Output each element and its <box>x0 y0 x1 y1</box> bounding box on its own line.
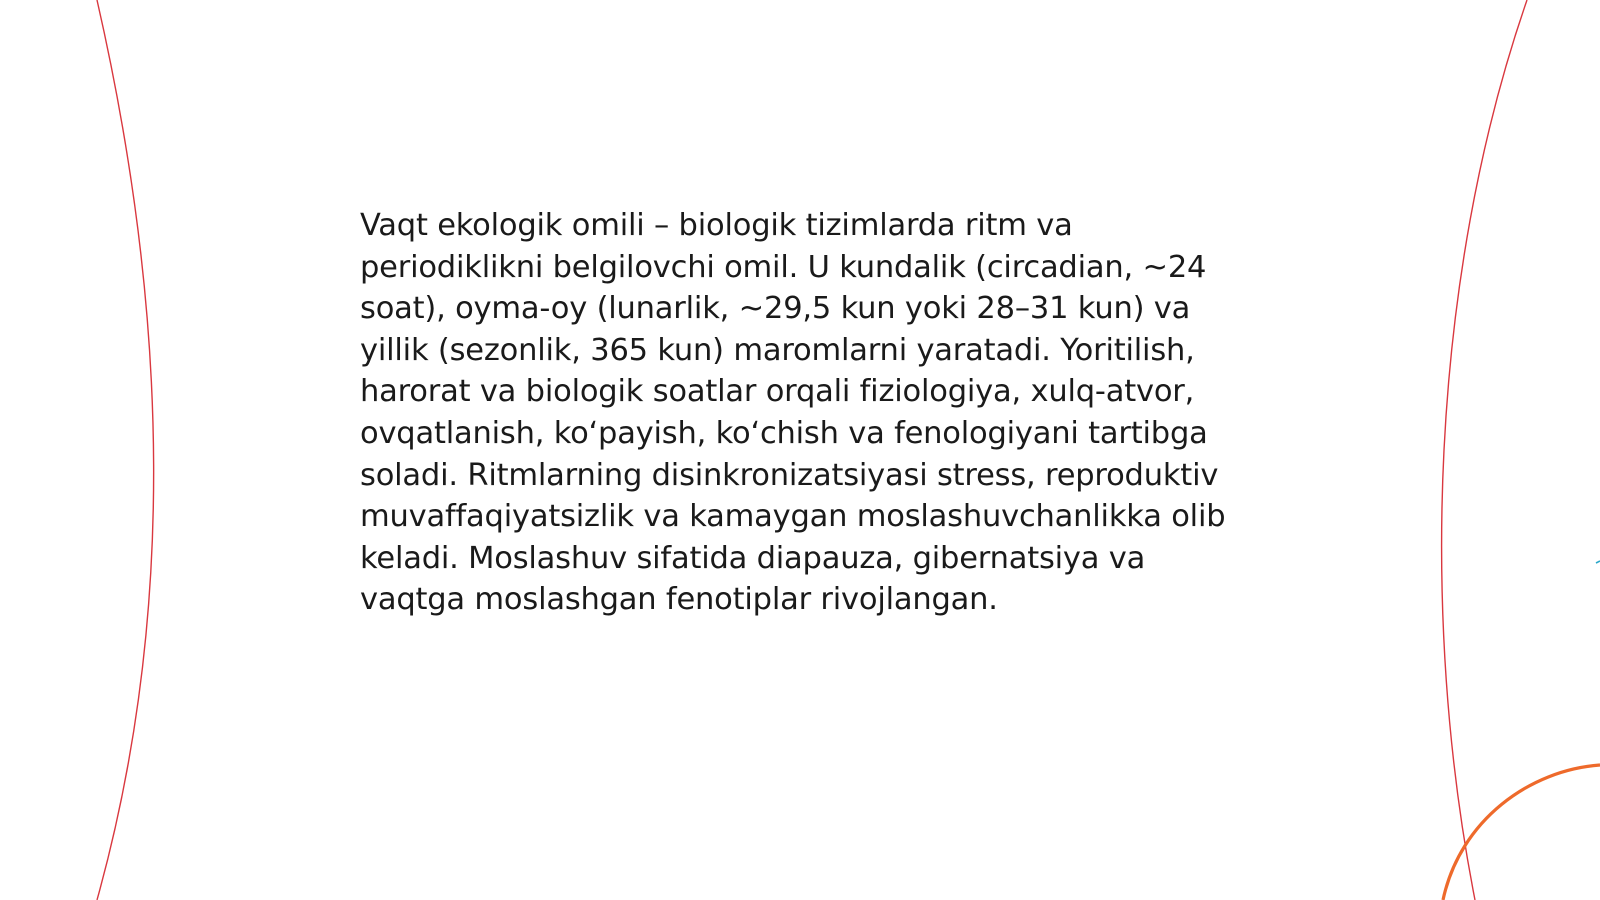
orange-arc <box>1443 765 1600 900</box>
slide-body-text: Vaqt ekologik omili – biologik tizimlarda ritm va periodiklikni belgilovchi omil. U kundalik (circadian, ~24 soat), oyma-oy (lunarlik, ~29,5 kun yoki 28–31 kun) va yillik (sezonlik, 365 kun) maromlarni yaratadi. Yoritilish, harorat va biologik soatlar orqali fiziologiya, xulq-atvor, ovqatlanish, koʻpayish, koʻchish va fenologiyani tartibga soladi. Ritmlarning disinkronizatsiyasi stress, reproduktiv muvaffaqiyatsizlik va kamaygan moslashuvchanlikka olib keladi. Moslashuv sifatida diapauza, gibernatsiya va vaqtga moslashgan fenotiplar rivojlangan. <box>360 208 1226 618</box>
right-red-curve <box>1442 0 1527 900</box>
teal-accent-mark <box>1596 561 1600 563</box>
left-red-curve <box>97 0 154 900</box>
